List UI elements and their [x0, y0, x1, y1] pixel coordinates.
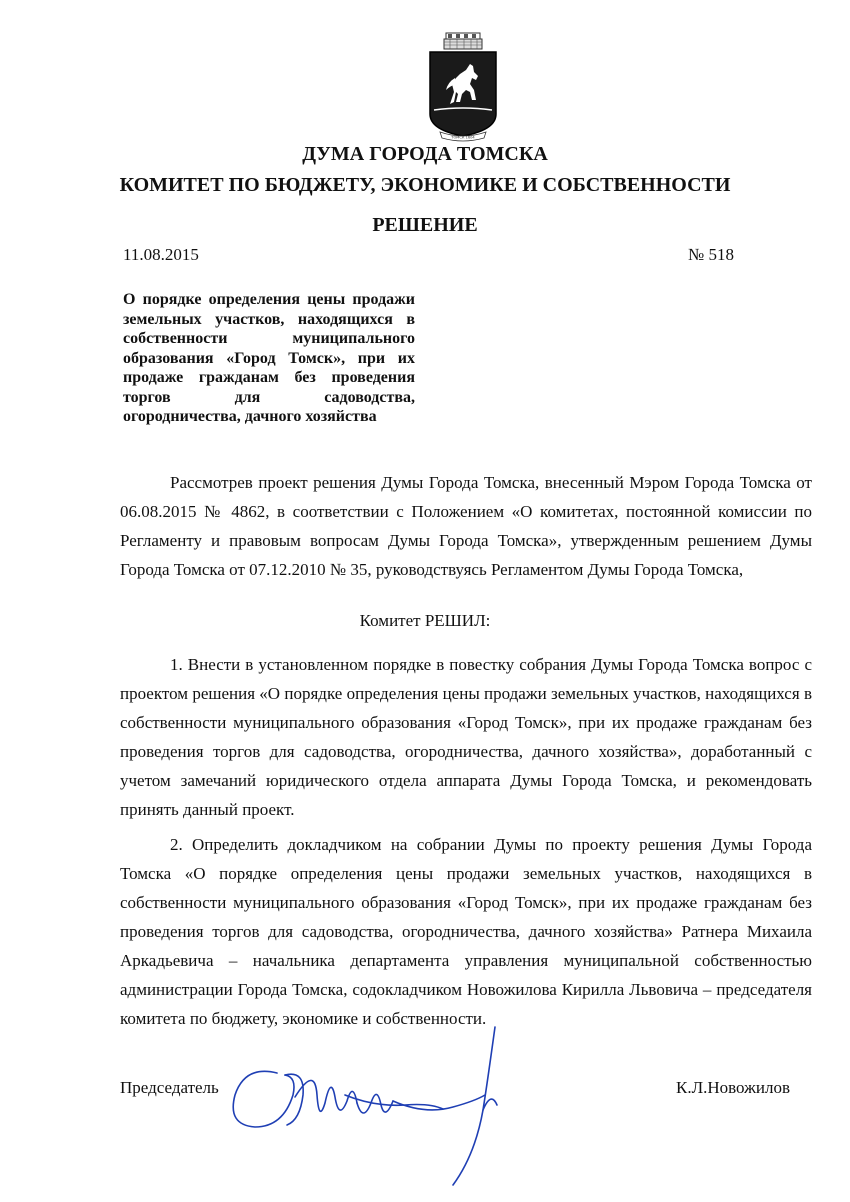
considering-paragraph: Рассмотрев проект решения Думы Города Томска, внесенный Мэром Города Томска от 06.08.2015 № 4862, в соответствии с Положением «О комитетах, постоянной комиссии по Регламенту и правовым вопросам Думы Города Томска», утвержденным решением Думы Города Томска от 07.12.2010 № 35, руководствуясь Регламентом Думы Города Томска, [120, 473, 812, 579]
document-number: № 518 [688, 245, 734, 264]
decision-item-2: 2. Определить докладчиком на собрании Думы по проекту решения Думы Города Томска «О порядке определения цены продажи земельных участков, находящихся в собственности муниципального образования «Город Томск», при их продаже гражданам без проведения торгов для садоводства, огородничества, дачного хозяйства» Ратнера Михаила Аркадьевича – начальника департамента управления муниципальной собственностью администрации Города Томска, содокладчиком Новожилова Кирилла Львовича – председателя комитета по бюджету, экономике и собственности. [120, 835, 812, 1028]
chair-name: К.Л.Новожилов [676, 1078, 790, 1097]
handwritten-signature-icon [225, 1025, 515, 1190]
committee-title: КОМИТЕТ ПО БЮДЖЕТУ, ЭКОНОМИКЕ И СОБСТВЕННОСТИ [119, 174, 731, 196]
organization-title: ДУМА ГОРОДА ТОМСКА [302, 143, 548, 165]
document-type: РЕШЕНИЕ [372, 214, 478, 236]
tomsk-coat-of-arms-icon [426, 30, 500, 142]
document-subject: О порядке определения цены продажи земельных участков, находящихся в собственности муниципального образования «Город Томск», при их продаже гражданам без проведения торгов для садоводства, огородничества, дачного хозяйства [123, 291, 415, 425]
resolved-heading: Комитет РЕШИЛ: [359, 611, 491, 630]
decision-item-1: 1. Внести в установленном порядке в повестку собрания Думы Города Томска вопрос с проектом решения «О порядке определения цены продажи земельных участков, находящихся в собственности муниципального образования «Город Томск», при их продаже гражданам без проведения торгов для садоводства, огородничества, дачного хозяйства», доработанный с учетом замечаний юридического отдела аппарата Думы Города Томска, и рекомендовать принять данный проект. [120, 655, 812, 819]
chair-title: Председатель [120, 1078, 219, 1097]
svg-text:ТОМСК 1604: ТОМСК 1604 [451, 135, 475, 140]
document-date: 11.08.2015 [123, 245, 199, 264]
